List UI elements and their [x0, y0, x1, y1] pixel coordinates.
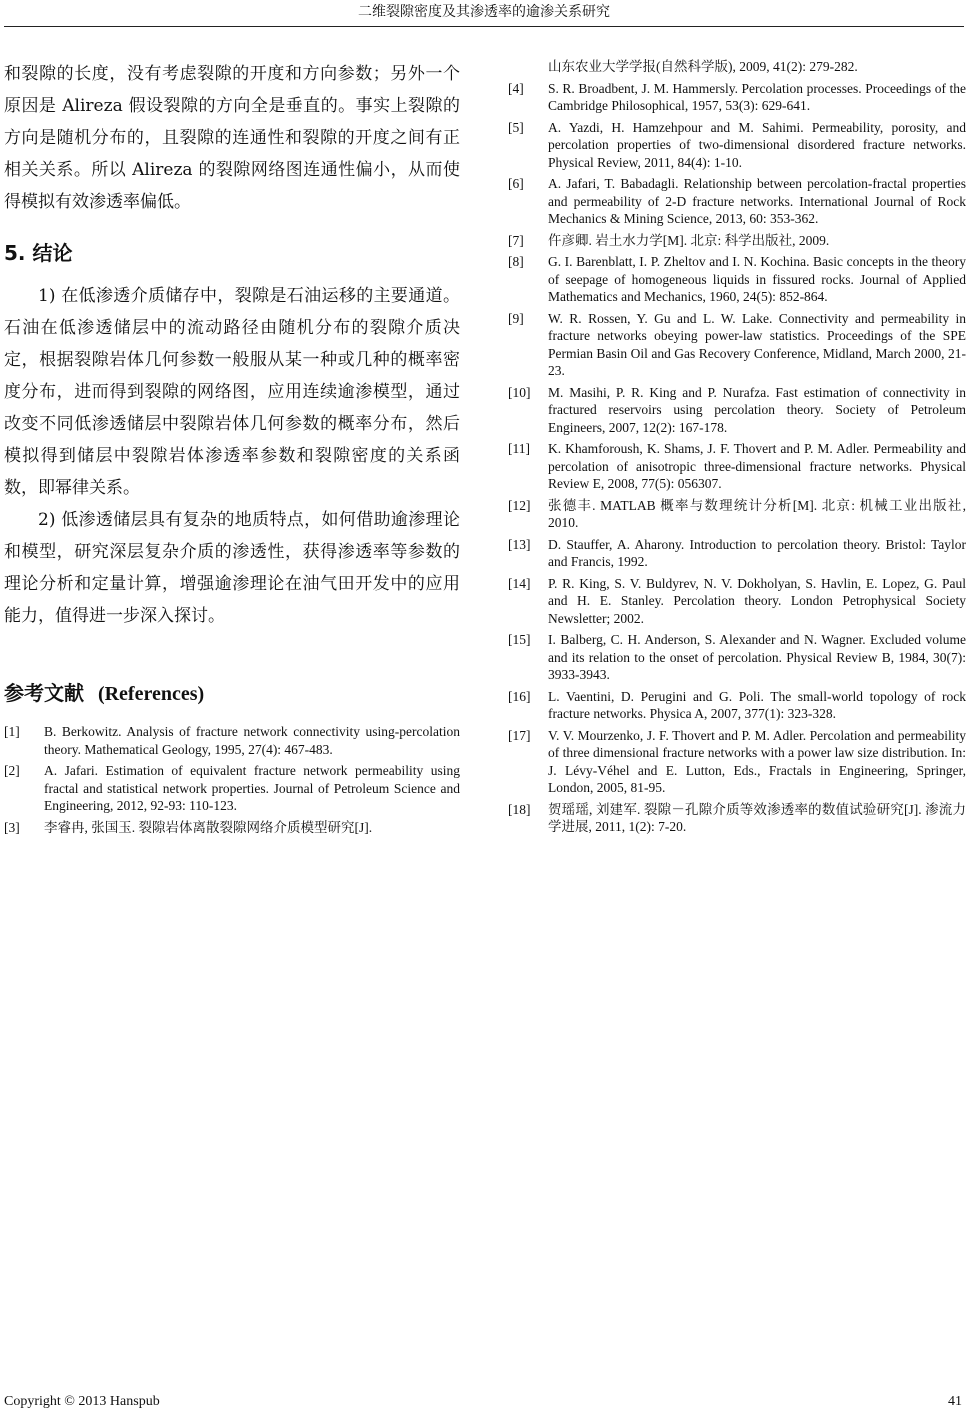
reference-number: [13] — [508, 536, 531, 552]
running-title: 二维裂隙密度及其渗透率的逾渗关系研究 — [358, 4, 610, 20]
reference-item — [508, 253, 966, 306]
reference-number: [15] — [508, 632, 531, 647]
reference-text: S. R. Broadbent, J. M. Hammersly. Percolation processes. Proceedings of the Cambridge Philosophical, 1957, 53(3): 629-641. — [548, 80, 966, 113]
reference-text: G. I. Barenblatt, I. P. Zheltov and I. N. Kochina. Basic concepts in the theory of seepage of homogeneous liquids in fissured rocks. Journal of Applied Mathematics and Mechanics, 1960, 24(5): 852-864. — [548, 254, 966, 304]
reference-number: [17] — [508, 727, 531, 743]
reference-3-continuation: 山东农业大学学报(自然科学版), 2009, 41(2): 279-282. — [548, 59, 858, 74]
left-column — [4, 58, 460, 840]
reference-number: [1] — [4, 724, 20, 739]
intro-paragraph: 和裂隙的长度，没有考虑裂隙的开度和方向参数；另外一个原因是 Alireza 假设裂隙的方向全是垂直的。事实上裂隙的方向是随机分布的，且裂隙的连通性和裂隙的开度之间有正相关关系。所以 Alireza 的裂隙网络图连通性偏小，从而使得模拟有效渗透率偏低。 — [4, 64, 460, 212]
reference-item — [508, 631, 966, 684]
reference-number: [8] — [508, 254, 524, 269]
reference-list-right — [508, 80, 966, 836]
reference-text: 李睿冉, 张国玉. 裂隙岩体离散裂隙网络介质模型研究[J]. — [44, 819, 373, 835]
reference-number: [11] — [508, 441, 530, 456]
conclusion-paragraph-2: 2) 低渗透储层具有复杂的地质特点，如何借助逾渗理论和模型，研究深层复杂介质的渗透性，获得渗透率等参数的理论分析和定量计算，增强逾渗理论在油气田开发中的应用能力，值得进一步深入探讨。 — [4, 510, 460, 626]
copyright-notice: Copyright © 2013 Hanspub — [4, 1394, 160, 1409]
reference-item — [508, 575, 966, 628]
reference-text: B. Berkowitz. Analysis of fracture network connectivity using-percolation theory. Mathematical Geology, 1995, 27(4): 467-483. — [44, 724, 460, 757]
reference-item — [508, 175, 966, 228]
reference-number: [3] — [4, 819, 20, 835]
reference-item — [508, 497, 966, 532]
page-number: 41 — [948, 1394, 962, 1409]
reference-number: [2] — [4, 763, 20, 778]
reference-number: [9] — [508, 310, 524, 326]
reference-item — [508, 310, 966, 380]
reference-number: [7] — [508, 232, 524, 248]
reference-number: [5] — [508, 119, 524, 135]
reference-item — [508, 688, 966, 723]
reference-text: K. Khamforoush, K. Shams, J. F. Thovert and P. M. Adler. Permeability and percolation of anisotropic three-dimensional fracture networks. Physical Review E, 2008, 77(5): 056307. — [548, 441, 966, 491]
reference-list-left — [4, 723, 460, 836]
references-heading-en: (References) — [97, 683, 205, 705]
reference-item — [508, 727, 966, 797]
reference-text: W. R. Rossen, Y. Gu and L. W. Lake. Connectivity and permeability in fracture networks obeying power-law statistics. Proceedings of the SPE Permian Basin Oil and Gas Recovery Conference, Midland, March 2000, 21-23. — [548, 310, 966, 378]
reference-item — [4, 819, 460, 837]
reference-text: A. Yazdi, H. Hamzehpour and M. Sahimi. Permeability, porosity, and percolation properties of two-dimensional disordered fracture networks. Physical Review, 2011, 84(4): 1-10. — [548, 119, 966, 170]
reference-item — [508, 119, 966, 172]
reference-item — [508, 536, 966, 571]
reference-item — [508, 80, 966, 115]
reference-number: [16] — [508, 688, 531, 704]
reference-number: [18] — [508, 801, 531, 817]
reference-item — [508, 801, 966, 836]
reference-item — [508, 232, 966, 250]
reference-item — [4, 762, 460, 815]
reference-text: 仵彦卿. 岩土水力学[M]. 北京: 科学出版社, 2009. — [548, 232, 830, 248]
reference-text: A. Jafari, T. Babadagli. Relationship between percolation-fractal properties and permeability of 2-D fracture networks. International Journal of Rock Mechanics & Mining Science, 2013, 60: 353-362. — [548, 176, 966, 226]
conclusion-paragraph-1: 1) 在低渗透介质储存中，裂隙是石油运移的主要通道。石油在低渗透储层中的流动路径由随机分布的裂隙介质决定，根据裂隙岩体几何参数一般服从某一种或几种的概率密度分布，进而得到裂隙的网络图，应用连续逾渗模型，通过改变不同低渗透储层中裂隙岩体几何参数的概率分布，然后模拟得到储层中裂隙岩体渗透率参数和裂隙密度的关系函数，即幂律关系。 — [4, 286, 460, 498]
reference-text: D. Stauffer, A. Aharony. Introduction to percolation theory. Bristol: Taylor and Francis, 1992. — [548, 536, 966, 569]
reference-text: 贺瑶瑶, 刘建军. 裂隙－孔隙介质等效渗透率的数值试验研究[J]. 渗流力学进展, 2011, 1(2): 7-20. — [548, 801, 966, 834]
reference-text: V. V. Mourzenko, J. F. Thovert and P. M. Adler. Percolation and permeability of three dimensional fracture networks with a power law size distribution. In: J. Lévy-Véhel and E. Lutton, Eds., Fractals in Engineering, Springer, London, 2005, 81-95. — [548, 727, 966, 795]
reference-item — [508, 384, 966, 437]
reference-item — [4, 723, 460, 758]
reference-item — [508, 440, 966, 493]
reference-number: [12] — [508, 497, 531, 513]
reference-text: 张德丰. MATLAB 概率与数理统计分析[M]. 北京: 机械工业出版社, 2010. — [548, 497, 966, 530]
reference-text: I. Balberg, C. H. Anderson, S. Alexander and N. Wagner. Excluded volume and its relation to the onset of percolation. Physical Review B, 1984, 30(7): 3933-3943. — [548, 632, 966, 682]
reference-text: L. Vaentini, D. Perugini and G. Poli. The small-world topology of rock fracture networks. Physica A, 2007, 377(1): 323-328. — [548, 688, 966, 721]
reference-text: M. Masihi, P. R. King and P. Nurafza. Fast estimation of connectivity in fractured reservoirs using percolation theory. Society of Petroleum Engineers, 2007, 12(2): 167-178. — [548, 384, 966, 435]
section-heading-conclusion: 5. 结论 — [4, 241, 73, 265]
reference-number: [6] — [508, 176, 524, 191]
reference-number: [4] — [508, 80, 524, 96]
reference-text: P. R. King, S. V. Buldyrev, N. V. Dokholyan, S. Havlin, E. Lopez, G. Paul and H. E. Stanley. Percolation theory. London Petrophysical Society Newsletter; 2002. — [548, 575, 966, 626]
reference-number: [10] — [508, 384, 531, 400]
reference-text: A. Jafari. Estimation of equivalent fracture network permeability using fractal and statistical network properties. Journal of Petroleum Science and Engineering, 2012, 92-93: 110-123. — [44, 763, 460, 813]
references-heading-cn: 参考文献 — [4, 681, 84, 705]
reference-number: [14] — [508, 575, 531, 591]
right-column — [508, 58, 966, 840]
references-heading — [4, 678, 460, 709]
header-rule — [4, 26, 964, 27]
